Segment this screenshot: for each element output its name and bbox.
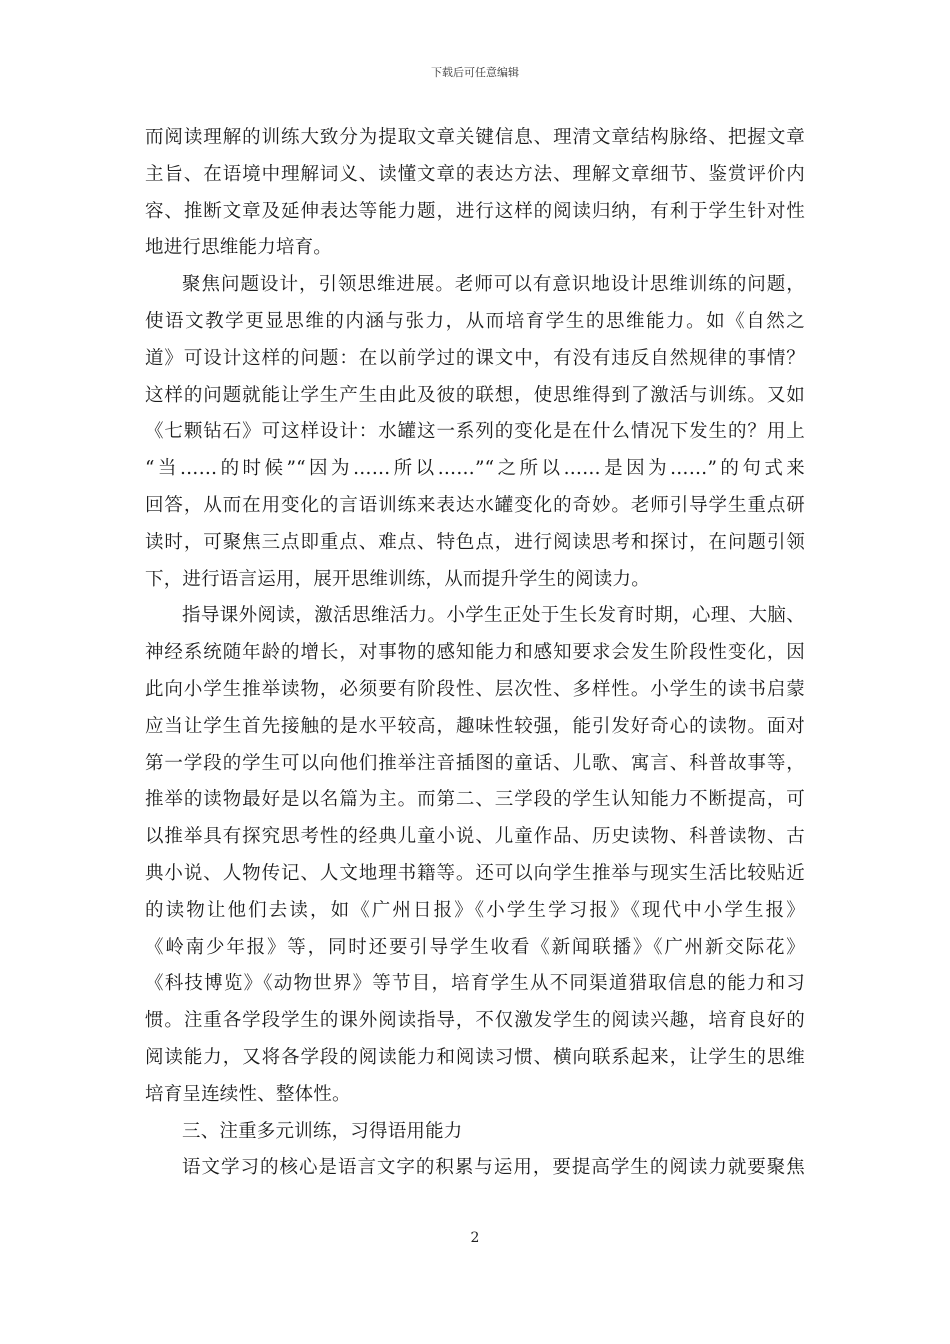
- text-line: 培育呈连续性、整体性。: [145, 1083, 351, 1105]
- text-line: “当……的时候”“因为……所以……”“之所以……是因为……”的句式来: [145, 458, 805, 480]
- text-line: 《科技博览》《动物世界》等节目，培育学生从不同渠道猎取信息的能力和习: [145, 973, 805, 995]
- text-line: 应当让学生首先接触的是水平较高，趣味性较强，能引发好奇心的读物。面对: [145, 715, 805, 737]
- text-line: 神经系统随年龄的增长，对事物的感知能力和感知要求会发生阶段性变化，因: [145, 642, 805, 664]
- text-line: 《岭南少年报》等，同时还要引导学生收看《新闻联播》《广州新交际花》: [145, 936, 805, 958]
- document-body: [145, 120, 805, 1187]
- page-header: 下载后可任意编辑: [431, 66, 519, 79]
- text-line: 第一学段的学生可以向他们推举注音插图的童话、儿歌、寓言、科普故事等，: [145, 752, 805, 774]
- text-line: 惯。注重各学段学生的课外阅读指导，不仅激发学生的阅读兴趣，培育良好的: [145, 1010, 805, 1032]
- text-line: 主旨、在语境中理解词义、读懂文章的表达方法、理解文章细节、鉴赏评价内: [145, 163, 805, 185]
- text-line: 阅读能力，又将各学段的阅读能力和阅读习惯、横向联系起来，让学生的思维: [145, 1046, 805, 1068]
- text-line: 地进行思维能力培育。: [145, 237, 333, 259]
- text-line: 《七颗钻石》可这样设计：水罐这一系列的变化是在什么情况下发生的？用上: [145, 421, 805, 443]
- text-line: 读时，可聚焦三点即重点、难点、特色点，进行阅读思考和探讨，在问题引领: [145, 531, 805, 553]
- text-line: 推举的读物最好是以名篇为主。而第二、三学段的学生认知能力不断提高，可: [145, 789, 805, 811]
- text-line: 此向小学生推举读物，必须要有阶段性、层次性、多样性。小学生的读书启蒙: [145, 678, 805, 700]
- text-line: 使语文教学更显思维的内涵与张力，从而培育学生的思维能力。如《自然之: [145, 310, 805, 332]
- text-line: 而阅读理解的训练大致分为提取文章关键信息、理清文章结构脉络、把握文章: [145, 127, 805, 148]
- paragraph-start-line: 指导课外阅读，激活思维活力。小学生正处于生长发育时期，心理、大脑、: [182, 605, 805, 627]
- text-line: 回答，从而在用变化的言语训练来表达水罐变化的奇妙。老师引导学生重点研: [145, 494, 805, 516]
- text-line: 典小说、人物传记、人文地理书籍等。还可以向学生推举与现实生活比较贴近: [145, 862, 805, 884]
- text-line: 容、推断文章及延伸表达等能力题，进行这样的阅读归纳，有利于学生针对性: [145, 200, 805, 222]
- paragraph-start-line: 聚焦问题设计，引领思维进展。老师可以有意识地设计思维训练的问题，: [182, 274, 805, 296]
- text-line: 的读物让他们去读，如《广州日报》《小学生学习报》《现代中小学生报》: [145, 899, 805, 921]
- text-line: 下，进行语言运用，展开思维训练，从而提升学生的阅读力。: [145, 568, 650, 590]
- section-heading: 三、注重多元训练，习得语用能力: [182, 1120, 463, 1142]
- text-line: 以推举具有探究思考性的经典儿童小说、儿童作品、历史读物、科普读物、古: [145, 826, 805, 848]
- text-line: 这样的问题就能让学生产生由此及彼的联想，使思维得到了激活与训练。又如: [145, 384, 805, 406]
- paragraph-start-line: 语文学习的核心是语言文字的积累与运用，要提高学生的阅读力就要聚焦: [182, 1157, 805, 1179]
- page-number: 2: [470, 1230, 480, 1246]
- text-line: 道》可设计这样的问题：在以前学过的课文中，有没有违反自然规律的事情？: [145, 347, 805, 369]
